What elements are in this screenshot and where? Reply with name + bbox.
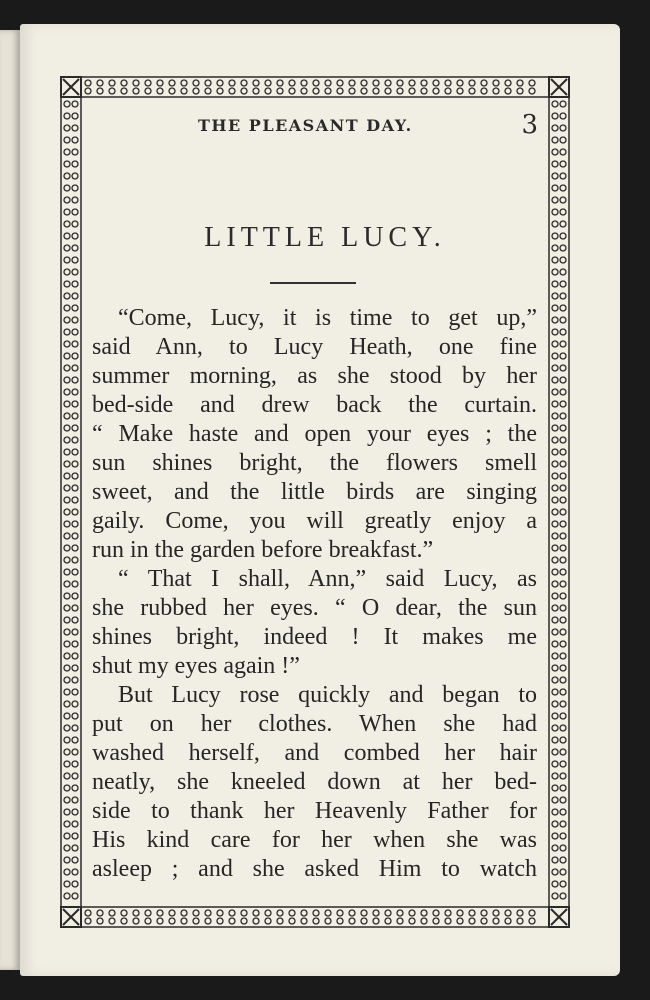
- text-line: summer morning, as she stood by her: [92, 363, 537, 389]
- text-line: washed herself, and combed her hair: [92, 740, 537, 766]
- text-line: gaily. Come, you will greatly enjoy a: [92, 508, 537, 534]
- text-line: But Lucy rose quickly and began to: [118, 682, 537, 708]
- text-line: “ That I shall, Ann,” said Lucy, as: [118, 566, 537, 592]
- text-line: “ Make haste and open your eyes ; the: [92, 421, 537, 447]
- running-title: THE PLEASANT DAY.: [198, 116, 413, 135]
- text-line: His kind care for her when she was: [92, 827, 537, 853]
- running-head: [118, 112, 538, 144]
- text-line: neatly, she kneeled down at her bed-: [92, 769, 537, 795]
- text-line: she rubbed her eyes. “ O dear, the sun: [92, 595, 537, 621]
- previous-page-edge: [0, 30, 20, 970]
- text-line: side to thank her Heavenly Father for: [92, 798, 537, 824]
- text-line: shut my eyes again !”: [92, 653, 300, 679]
- text-line: shines bright, indeed ! It makes me: [92, 624, 537, 650]
- text-line: “Come, Lucy, it is time to get up,”: [118, 305, 537, 331]
- text-line: run in the garden before breakfast.”: [92, 537, 434, 563]
- page-number: 3: [521, 110, 538, 140]
- text-line: asleep ; and she asked Him to watch: [92, 856, 537, 882]
- text-line: sweet, and the little birds are singing: [92, 479, 537, 505]
- text-line: bed-side and drew back the curtain.: [92, 392, 537, 418]
- chapter-title: LITTLE LUCY.: [204, 222, 446, 253]
- title-rule: [270, 282, 356, 284]
- body-text: [92, 304, 537, 884]
- text-line: said Ann, to Lucy Heath, one fine: [92, 334, 537, 360]
- text-line: sun shines bright, the flowers smell: [92, 450, 537, 476]
- text-line: put on her clothes. When she had: [92, 711, 537, 737]
